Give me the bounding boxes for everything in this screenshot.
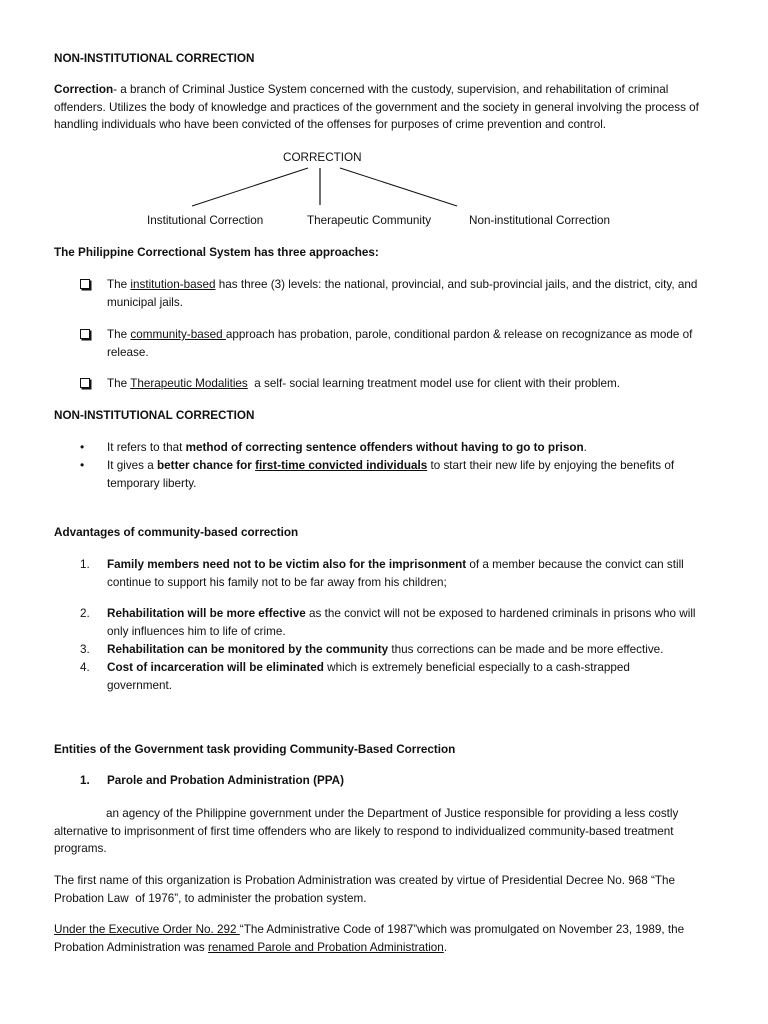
connector-left	[192, 168, 308, 206]
diagram-root: CORRECTION	[283, 151, 362, 164]
approach-term: institution-based	[130, 278, 216, 291]
bullet-item: • It refers to that method of correcting sentence offenders without having to go to prison.	[54, 439, 714, 457]
diagram-child-therapeutic: Therapeutic Community	[307, 214, 432, 227]
advantage-item: 1. Family members need not to be victim also for the imprisonment of a member because the convict can still continue to support his family not to be far away from his children;	[80, 558, 684, 589]
section-heading-2: NON-INSTITUTIONAL CORRECTION	[54, 409, 255, 422]
entities-heading: Entities of the Government task providing Community-Based Correction	[54, 743, 456, 756]
approach-item: The Therapeutic Modalities a self- social learning treatment model use for client with their problem.	[54, 375, 714, 393]
list-number: 3.	[80, 643, 90, 656]
list-number: 1.	[80, 774, 90, 787]
section-heading: NON-INSTITUTIONAL CORRECTION	[54, 52, 255, 65]
bullet-item: • It gives a better chance for first-time convicted individuals to start their new life by enjoying the benefits of temporary liberty.	[80, 458, 675, 490]
diagram-child-non-institutional: Non-institutional Correction	[469, 214, 610, 227]
list-number: 2.	[80, 607, 90, 620]
checkbox-bullet-icon	[80, 326, 90, 345]
approach-item: The community-based approach has probation, parole, conditional pardon & release on recognizance as mode of release.	[54, 326, 714, 361]
approach-term: community-based	[130, 328, 226, 341]
advantage-item: 3. Rehabilitation can be monitored by the community thus corrections can be made and be more effective.	[54, 641, 714, 659]
bullet-dot-icon: •	[80, 458, 85, 472]
entity-paragraph-2: The first name of this organization is Probation Administration was created by virtue of Presidential Decree No. 968 “The Probation Law of 1976”, to administer the probation system.	[54, 874, 679, 905]
advantage-item: 2. Rehabilitation will be more effective as the convict will not be exposed to hardened criminals in prisons who will only influences him to life of crime.	[80, 607, 696, 638]
approaches-heading: The Philippine Correctional System has three approaches:	[54, 246, 379, 259]
entity-item-title: 1. Parole and Probation Administration (PPA)	[54, 772, 714, 790]
list-number: 1.	[80, 558, 90, 571]
advantages-heading: Advantages of community-based correction	[54, 526, 299, 539]
approach-item: The institution-based has three (3) levels: the national, provincial, and sub-provincial jails, and the district, city, and municipal jails.	[54, 276, 714, 311]
definition-text: - a branch of Criminal Justice System concerned with the custody, supervision, and rehabilitation of criminal offenders. Utilizes the body of knowledge and practices of the government and the society in general involving the process of handling individuals who have been convicted of the offenses for purposes of crime prevention and control.	[54, 83, 699, 132]
entity-paragraph-1: an agency of the Philippine government under the Department of Justice responsible for providing a less costly alternative to imprisonment of first time offenders who are likely to respond to individualized community-based treatment programs.	[54, 807, 679, 856]
entity-paragraph-3: Under the Executive Order No. 292 “The Administrative Code of 1987”which was promulgated on November 23, 1989, the Probation Administration was renamed Parole and Probation Administration.	[54, 923, 685, 954]
approach-term: Therapeutic Modalities	[130, 377, 248, 390]
diagram-child-institutional: Institutional Correction	[147, 214, 264, 227]
checkbox-bullet-icon	[80, 276, 90, 295]
connector-right	[340, 168, 457, 206]
checkbox-bullet-icon	[80, 375, 90, 394]
bullet-dot-icon: •	[80, 440, 85, 454]
definition-term: Correction	[54, 83, 114, 96]
list-number: 4.	[80, 661, 90, 674]
advantage-item: 4. Cost of incarceration will be eliminated which is extremely beneficial especially to a cash-strapped government.	[80, 661, 630, 692]
